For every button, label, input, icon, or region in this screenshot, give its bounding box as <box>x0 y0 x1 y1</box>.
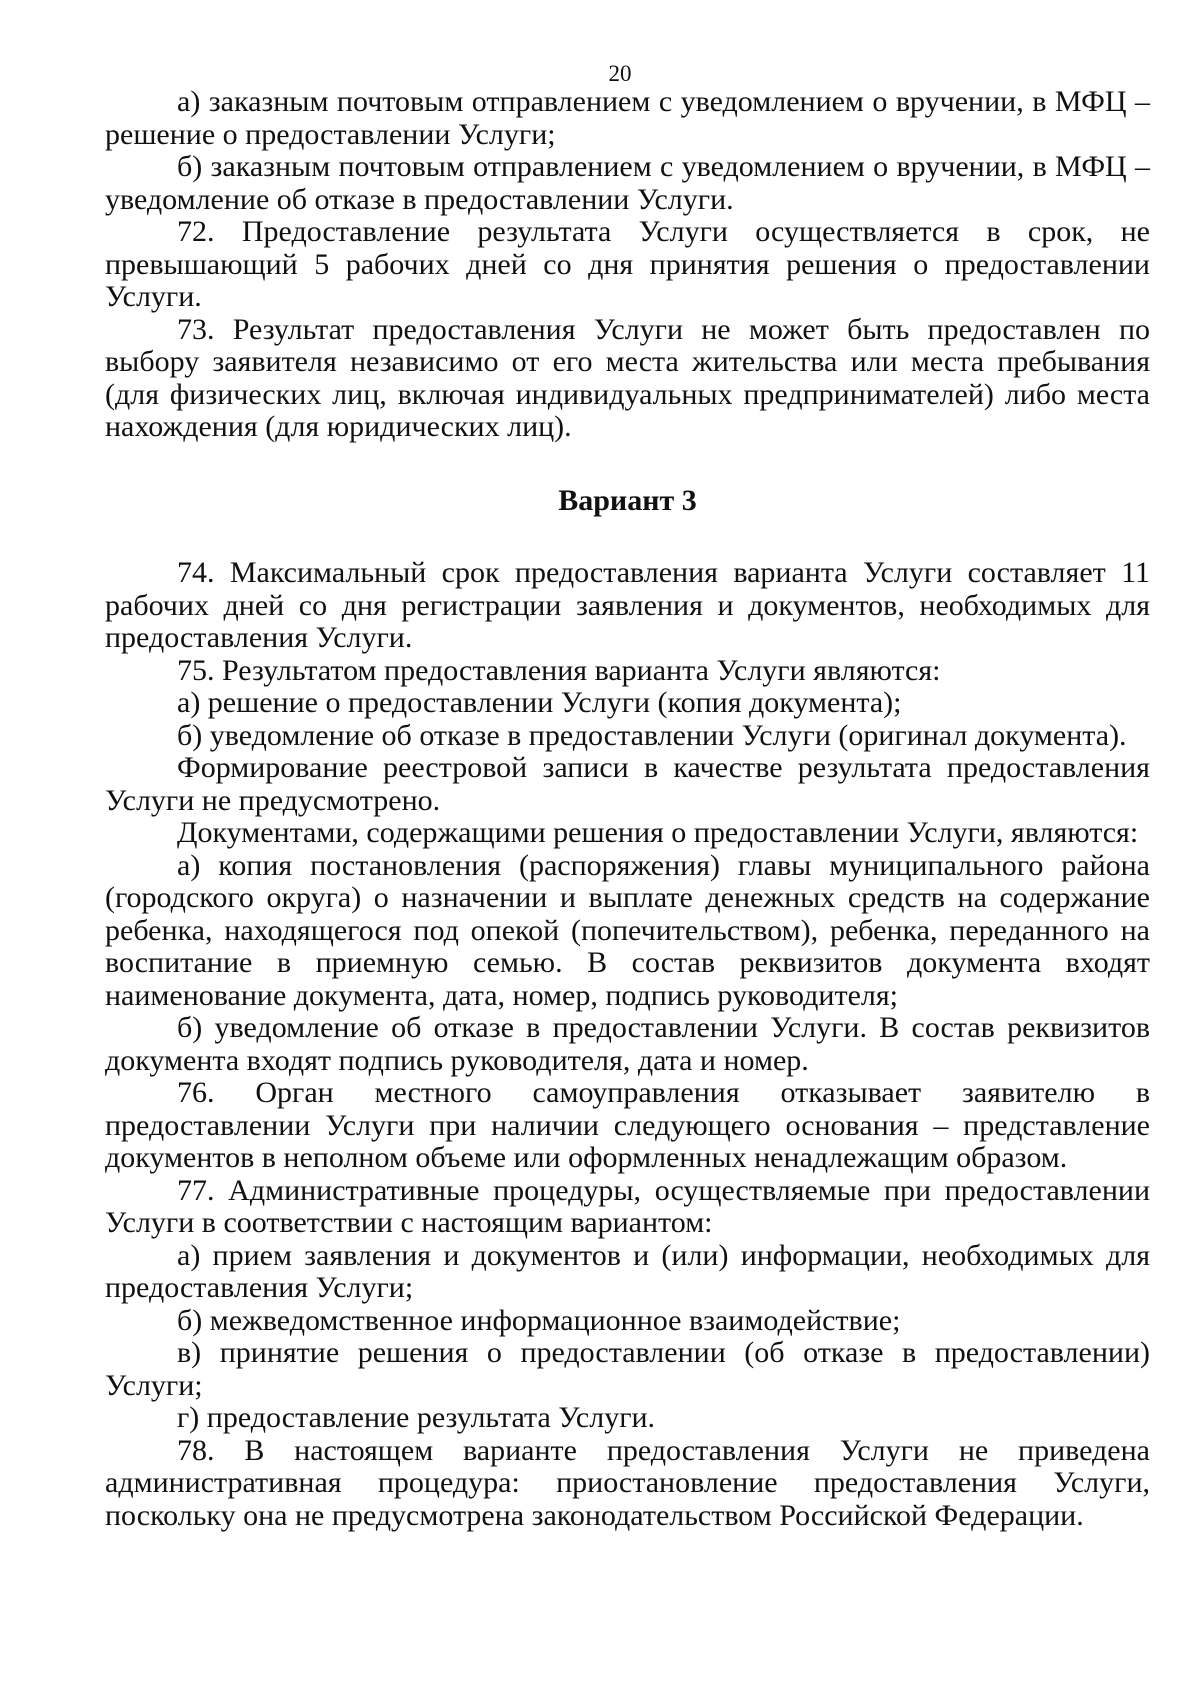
paragraph-75-b: б) уведомление об отказе в предоставлении Услуги (оригинал документа). <box>177 718 1127 752</box>
paragraph-a-registered-mail-decision: а) заказным почтовым отправлением с уведомлением о вручении, в МФЦ – решение о предоставлении Услуги; <box>105 85 1150 151</box>
paragraph-77-c: в) принятие решения о предоставлении (об отказе в предоставлении) Услуги; <box>105 1336 1150 1402</box>
page-number: 20 <box>608 61 632 86</box>
paragraph-documents-b: б) уведомление об отказе в предоставлении Услуги. В состав реквизитов документа входят подпись руководителя, дата и номер. <box>105 1011 1150 1077</box>
paragraph-75-a: а) решение о предоставлении Услуги (копия документа); <box>177 686 902 719</box>
document-body <box>105 86 1150 1532</box>
paragraph-78: 78. В настоящем варианте предоставления Услуги не приведена административная процедура: приостановление предоставления Услуги, поскольку она не предусмотрена законодательством Российской Федерации. <box>105 1433 1150 1532</box>
paragraph-77-d: г) предоставление результата Услуги. <box>177 1401 656 1434</box>
paragraph-decision-documents: Документами, содержащими решения о предоставлении Услуги, являются: <box>177 816 1139 849</box>
paragraph-77: 77. Административные процедуры, осуществляемые при предоставлении Услуги в соответствии с настоящим вариантом: <box>105 1173 1150 1239</box>
paragraph-b-registered-mail-refusal: б) заказным почтовым отправлением с уведомлением о вручении, в МФЦ – уведомление об отказе в предоставлении Услуги. <box>105 150 1150 216</box>
paragraph-74: 74. Максимальный срок предоставления варианта Услуги составляет 11 рабочих дней со дня регистрации заявления и документов, необходимых для предоставления Услуги. <box>105 556 1150 654</box>
paragraph-75: 75. Результатом предоставления варианта Услуги являются: <box>177 653 941 687</box>
paragraph-77-a: а) прием заявления и документов и (или) информации, необходимых для предоставления Услуги; <box>105 1238 1150 1304</box>
paragraph-documents-a: а) копия постановления (распоряжения) главы муниципального района (городского округа) о назначении и выплате денежных средств на содержание ребенка, находящегося под опекой (попечительством), ребенка, переданного на воспитание в приемную семью. В состав реквизитов документа входят наименование документа, дата, номер, подпись руководителя; <box>105 848 1150 1012</box>
paragraph-73: 73. Результат предоставления Услуги не может быть предоставлен по выбору заявителя независимо от его места жительства или места пребывания (для физических лиц, включая индивидуальных предпринимателей) либо места нахождения (для юридических лиц). <box>105 312 1150 443</box>
section-heading-variant-3: Вариант 3 <box>558 483 697 517</box>
paragraph-72: 72. Предоставление результата Услуги осуществляется в срок, не превышающий 5 рабочих дней со дня принятия решения о предоставлении Услуги. <box>105 215 1150 313</box>
paragraph-77-b: б) межведомственное информационное взаимодействие; <box>177 1303 901 1337</box>
paragraph-76: 76. Орган местного самоуправления отказывает заявителю в предоставлении Услуги при наличии следующего основания – представление документов в неполном объеме или оформленных ненадлежащим образом. <box>105 1076 1150 1174</box>
paragraph-registry-record: Формирование реестровой записи в качестве результата предоставления Услуги не предусмотрено. <box>105 751 1150 817</box>
